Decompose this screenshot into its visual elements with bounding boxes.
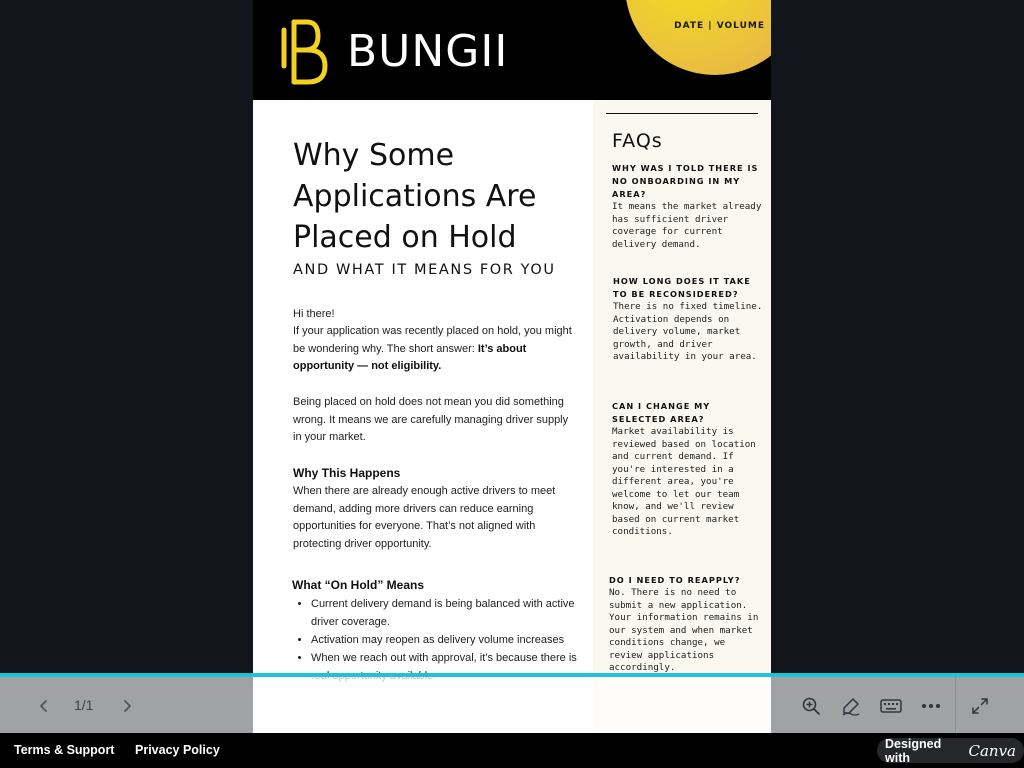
faq-item xyxy=(609,574,761,675)
faq-answer: There is no fixed timeline. Activation depends on delivery volume, market growth, and driver availability in your area. xyxy=(613,301,763,362)
list-item: • Current delivery demand is being balanced with active driver coverage. xyxy=(311,595,596,631)
toolbar-page-overlay xyxy=(253,677,771,733)
page-counter: 1/1 xyxy=(74,697,94,713)
more-options-button[interactable] xyxy=(916,691,946,721)
keyboard-icon xyxy=(880,698,902,714)
faq-answer: No. There is no need to submit a new application. Your information remains in our system and when market conditions change, we review applications accordingly. xyxy=(609,587,759,673)
faq-question: HOW LONG DOES IT TAKE TO BE RECONSIDERED? xyxy=(613,276,751,299)
on-hold-bullets xyxy=(293,595,596,685)
pagination-controls xyxy=(0,677,253,733)
document-page xyxy=(253,0,771,733)
fullscreen-button[interactable] xyxy=(965,691,995,721)
privacy-policy-link[interactable]: Privacy Policy xyxy=(135,743,220,757)
list-item: • Activation may reopen as delivery volume increases xyxy=(311,631,596,649)
date-volume-tag: DATE | VOLUME xyxy=(674,21,765,31)
pen-icon xyxy=(841,696,861,716)
chevron-left-icon xyxy=(36,698,52,714)
bungii-logo-icon xyxy=(280,18,330,86)
faq-item xyxy=(613,275,765,364)
terms-support-link[interactable]: Terms & Support xyxy=(14,743,115,757)
zoom-in-button[interactable] xyxy=(796,691,826,721)
page-title: Why Some Applications Are Placed on Hold xyxy=(293,138,537,255)
intro-greeting: Hi there! xyxy=(293,308,335,320)
section-heading-why: Why This Happens xyxy=(293,466,401,480)
more-icon xyxy=(921,703,941,709)
designed-with-label: Designed with xyxy=(885,736,942,765)
section-heading-on-hold: What “On Hold” Means xyxy=(292,578,424,592)
decorative-circle xyxy=(625,0,771,75)
list-item: • When we reach out with approval, it’s because there is xyxy=(311,649,596,685)
faq-question: CAN I CHANGE MY SELECTED AREA? xyxy=(612,401,711,424)
chevron-right-icon xyxy=(119,698,135,714)
intro-text: If your application was recently placed on hold, you might be wondering why. The short answer: xyxy=(293,325,572,355)
faq-question: WHY WAS I TOLD THERE IS NO ONBOARDING IN MY AREA? xyxy=(612,163,759,199)
keyboard-shortcuts-button[interactable] xyxy=(876,691,906,721)
paragraph-not-wrong: Being placed on hold does not mean you did something wrong. It means we are carefully managing driver supply in your market. xyxy=(293,396,569,443)
faq-item xyxy=(612,162,764,251)
next-page-button[interactable] xyxy=(112,691,142,721)
faq-item xyxy=(612,400,764,539)
page-header xyxy=(253,0,771,100)
brand-name: BUNGII xyxy=(347,26,509,77)
footer-bar xyxy=(0,733,1024,768)
page-subtitle: AND WHAT IT MEANS FOR YOU xyxy=(293,262,556,278)
viewer-toolbar xyxy=(0,673,1024,733)
intro-emphasis: It’s about opportunity — not eligibility. xyxy=(293,342,527,372)
tool-controls xyxy=(771,677,1024,733)
intro-paragraph xyxy=(293,323,578,376)
faq-sidebar xyxy=(593,100,771,733)
sidebar-divider xyxy=(606,113,758,114)
expand-icon xyxy=(971,697,989,715)
section-text-why: When there are already enough active drivers to meet demand, adding more drivers can reduce earning opportunities for everyone. That’s not aligned with protecting driver opportunity. xyxy=(293,485,556,550)
draw-button[interactable] xyxy=(836,691,866,721)
canva-logo: Canva xyxy=(968,741,1016,760)
previous-page-button[interactable] xyxy=(29,691,59,721)
faq-question: DO I NEED TO REAPPLY? xyxy=(609,575,741,585)
designed-with-canva-link[interactable] xyxy=(877,738,1024,763)
faq-answer: Market availability is reviewed based on location and current demand. If you're interested in a different area, you're welcome to let our team know, and we'll review based on current market conditions. xyxy=(612,426,756,537)
faq-answer: It means the market already has sufficient driver coverage for current delivery demand. xyxy=(612,201,762,250)
faq-title: FAQs xyxy=(612,130,663,152)
toolbar-divider xyxy=(955,677,956,733)
zoom-in-icon xyxy=(801,696,821,716)
